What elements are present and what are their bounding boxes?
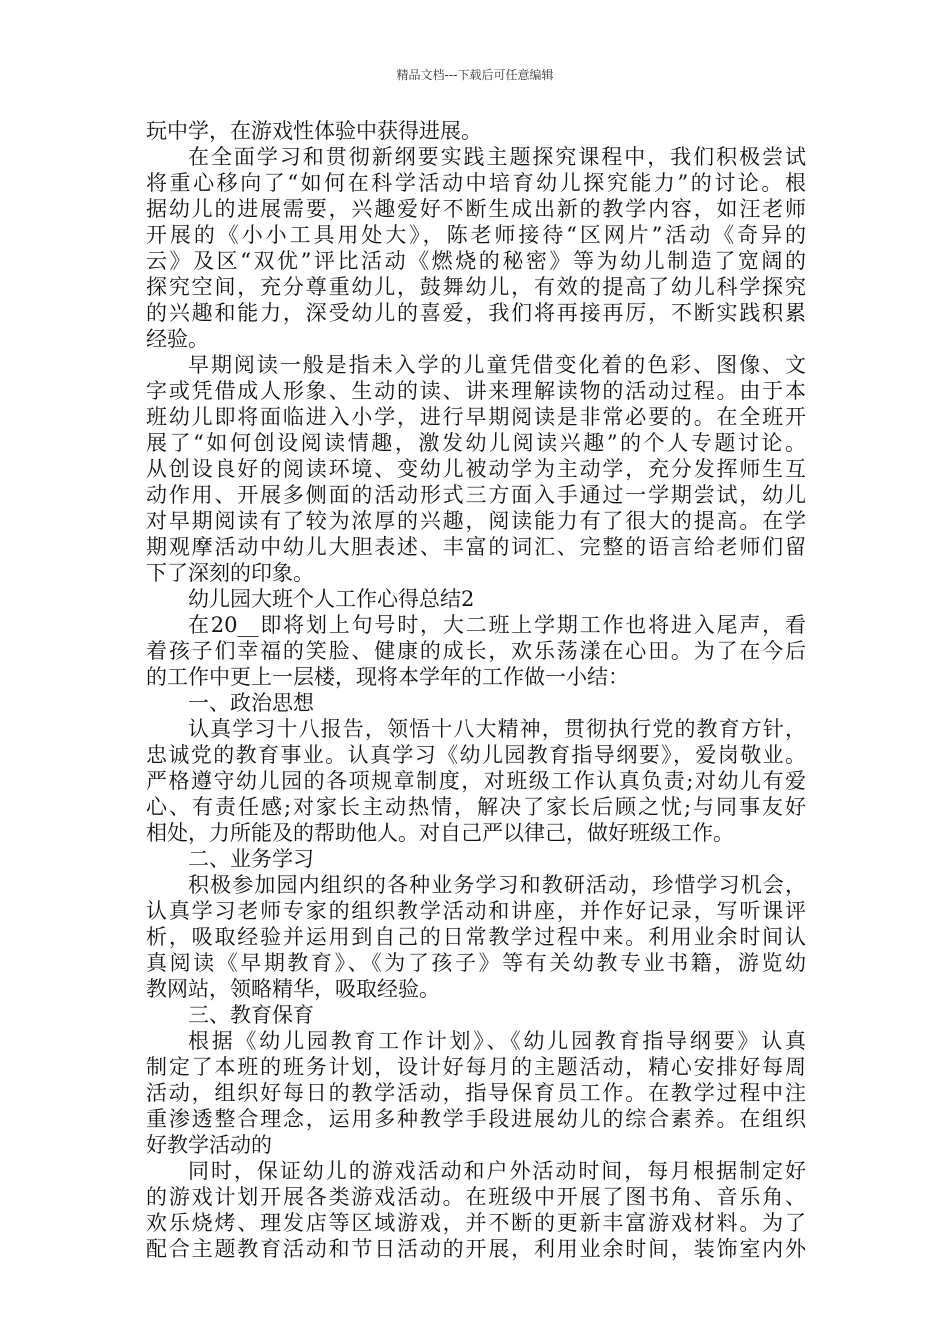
text-line: 一、政治思想 [188,691,314,715]
text-line: 认真学习十八报告，领悟十八大精神，贯彻执行党的教育方针， [188,717,806,741]
text-line: 二、业务学习 [188,847,314,871]
text-line: 班幼儿即将面临进入小学，进行早期阅读是非常必要的。在全班开 [146,405,806,429]
text-line: 析，吸取经验并运用到自己的日常教学过程中来。利用业余时间认 [146,925,806,949]
page-header: 精品文档---下载后可任意编辑 [396,68,554,82]
text-line: 制定了本班的班务计划，设计好每月的主题活动，精心安排好每周 [146,1055,806,1079]
text-line: 从创设良好的阅读环境、变幼儿被动学为主动学，充分发挥师生互 [146,457,806,481]
text-line: 经验。 [146,327,209,351]
text-line: 相处，力所能及的帮助他人。对自己严以律己，做好班级工作。 [146,821,734,845]
document-body [146,118,806,1262]
text-line: 玩中学，在游戏性体验中获得进展。 [146,119,482,143]
text-line: 配合主题教育活动和节日活动的开展，利用业余时间，装饰室内外 [146,1237,806,1261]
text-line: 在全面学习和贯彻新纲要实践主题探究课程中，我们积极尝试 [188,145,806,169]
text-line: 积极参加园内组织的各种业务学习和教研活动，珍惜学习机会， [188,873,806,897]
text-line: 三、教育保育 [188,1003,314,1027]
text-line: 着孩子们幸福的笑脸、健康的成长，欢乐荡漾在心田。为了在今后 [146,639,806,663]
text-line: 据幼儿的进展需要，兴趣爱好不断生成出新的教学内容，如汪老师 [146,197,806,221]
text-line: 的兴趣和能力，深受幼儿的喜爱，我们将再接再厉，不断实践积累 [146,301,806,325]
text-line: 开展的《小小工具用处大》，陈老师接待“区网片”活动《奇异的 [146,223,806,247]
text-line: 对早期阅读有了较为浓厚的兴趣，阅读能力有了很大的提高。在学 [146,509,806,533]
text-line: 教网站，领略精华，吸取经验。 [146,977,440,1001]
text-line: 展了“如何创设阅读情趣，激发幼儿阅读兴趣”的个人专题讨论。 [146,431,806,455]
text-line: 期观摩活动中幼儿大胆表述、丰富的词汇、完整的语言给老师们留 [146,535,806,559]
text-line: 在20__即将划上句号时，大二班上学期工作也将进入尾声，看 [188,613,806,637]
text-line: 真阅读《早期教育》、《为了孩子》等有关幼教专业书籍，游览幼 [146,951,806,975]
text-line: 同时，保证幼儿的游戏活动和户外活动时间，每月根据制定好 [188,1159,806,1183]
text-line: 认真学习老师专家的组织教学活动和讲座，并作好记录，写听课评 [146,899,806,923]
text-line: 好教学活动的 [146,1133,272,1157]
text-line: 严格遵守幼儿园的各项规章制度，对班级工作认真负责;对幼儿有爱 [146,769,806,793]
text-line: 的工作中更上一层楼，现将本学年的工作做一小结： [146,665,629,689]
text-line: 动作用、开展多侧面的活动形式三方面入手通过一学期尝试，幼儿 [146,483,806,507]
text-line: 根据《幼儿园教育工作计划》、《幼儿园教育指导纲要》认真 [188,1029,806,1053]
text-line: 重渗透整合理念，运用多种教学手段进展幼儿的综合素养。在组织 [146,1107,806,1131]
text-line: 忠诚党的教育事业。认真学习《幼儿园教育指导纲要》，爱岗敬业。 [146,743,806,767]
text-line: 的游戏计划开展各类游戏活动。在班级中开展了图书角、音乐角、 [146,1185,806,1209]
text-line: 探究空间，充分尊重幼儿，鼓舞幼儿，有效的提高了幼儿科学探究 [146,275,806,299]
text-line: 活动，组织好每日的教学活动，指导保育员工作。在教学过程中注 [146,1081,806,1105]
text-line: 心、有责任感;对家长主动热情，解决了家长后顾之忧;与同事友好 [146,795,806,819]
text-line: 云》及区“双优”评比活动《燃烧的秘密》等为幼儿制造了宽阔的 [146,249,806,273]
text-line: 下了深刻的印象。 [146,561,314,585]
text-line: 早期阅读一般是指未入学的儿童凭借变化着的色彩、图像、文 [188,353,806,377]
text-line: 将重心移向了“如何在科学活动中培育幼儿探究能力”的讨论。根 [146,171,806,195]
text-line: 幼儿园大班个人工作心得总结2 [188,587,475,611]
text-line: 字或凭借成人形象、生动的读、讲来理解读物的活动过程。由于本 [146,379,806,403]
text-line: 欢乐烧烤、理发店等区域游戏，并不断的更新丰富游戏材料。为了 [146,1211,806,1235]
